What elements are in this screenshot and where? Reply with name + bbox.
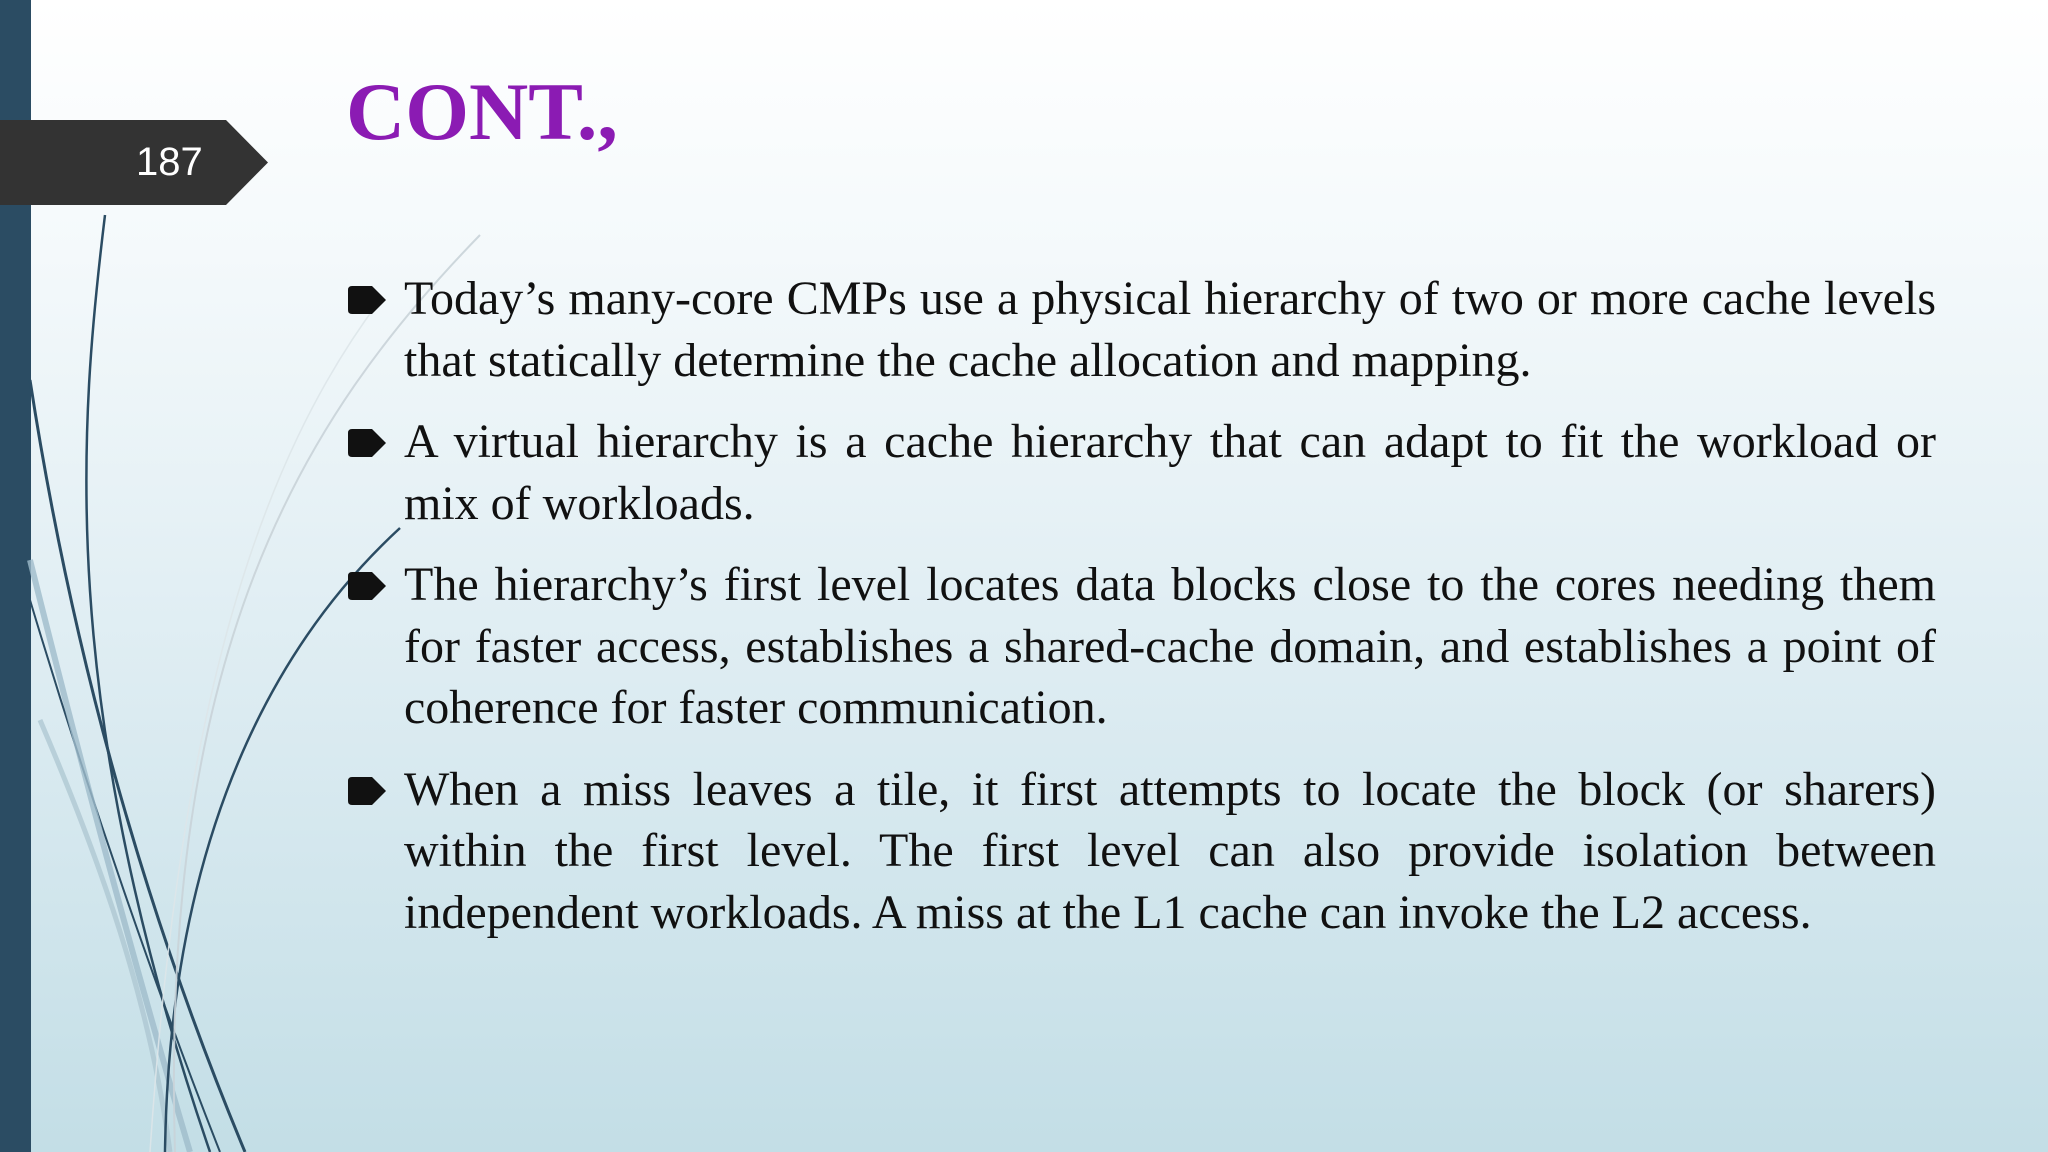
arrow-right-bullet-icon <box>348 777 388 805</box>
arrow-right-bullet-icon <box>348 572 388 600</box>
bullet-list <box>346 268 1936 963</box>
bullet-text: When a miss leaves a tile, it first attempts to locate the block (or sharers) within the first level. The first level can also provide isolation between independent workloads. A miss at the L1 cache can invoke the L2 access. <box>404 762 1936 939</box>
bullet-text: A virtual hierarchy is a cache hierarchy that can adapt to fit the workload or mix of workloads. <box>404 415 1936 530</box>
bullet-item <box>346 268 1936 391</box>
bullet-item <box>346 411 1936 534</box>
slide-title: CONT., <box>346 66 618 157</box>
page-number-tab <box>0 120 268 205</box>
bullet-text: Today’s many-core CMPs use a physical hierarchy of two or more cache levels that statically determine the cache allocation and mapping. <box>404 272 1936 387</box>
bullet-item <box>346 759 1936 944</box>
arrow-right-bullet-icon <box>348 286 388 314</box>
page-number: 187 <box>136 140 203 184</box>
arrow-right-bullet-icon <box>348 429 388 457</box>
bullet-item <box>346 554 1936 739</box>
bullet-text: The hierarchy’s first level locates data blocks close to the cores needing them for faster access, establishes a shared-cache domain, and establishes a point of coherence for faster communication. <box>404 558 1936 734</box>
